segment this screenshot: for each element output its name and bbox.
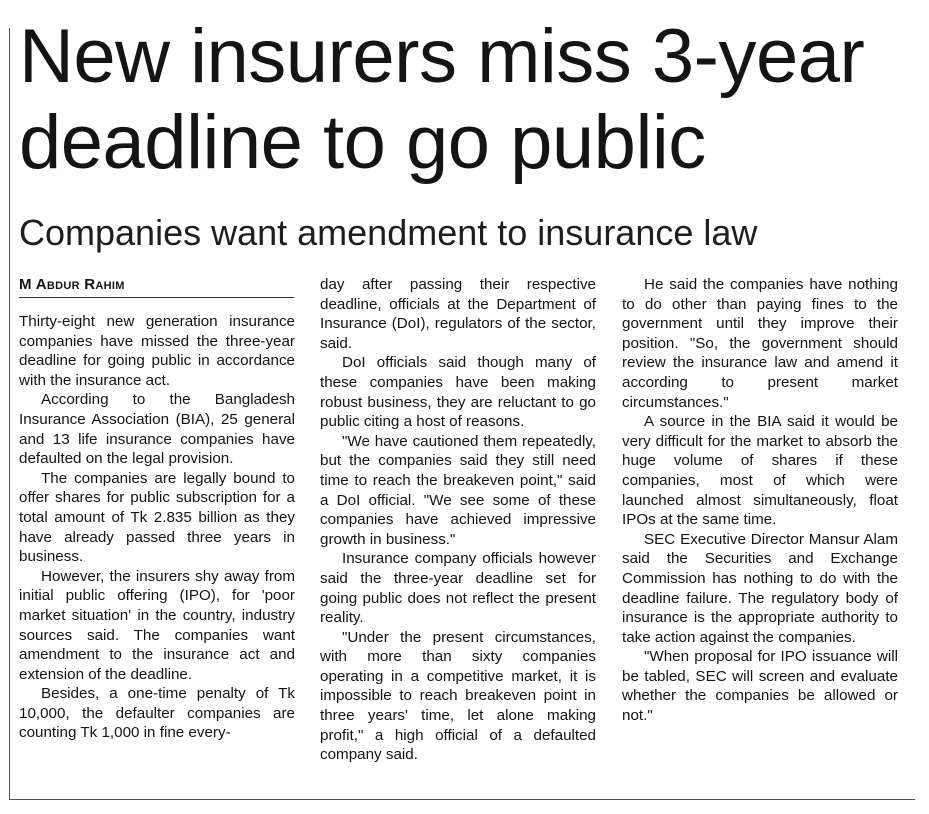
paragraph: "When proposal for IPO issuance will be tabled, SEC will screen and evaluate whether the companies be allowed or not." (622, 648, 898, 725)
bottom-rule (9, 799, 915, 800)
paragraph: He said the companies have nothing to do other than paying fines to the government until they improve their position. "So, the government should review the insurance law and amend it according to present market circumstances." (622, 276, 898, 411)
article-column-2 (320, 275, 596, 765)
left-column-rule (9, 28, 10, 800)
paragraph: The companies are legally bound to offer shares for public subscription for a total amount of Tk 2.835 billion as they have already passed three years in business. (19, 469, 295, 566)
paragraph: Besides, a one-time penalty of Tk 10,000, the defaulter companies are counting Tk 1,000 in fine every- (19, 685, 295, 742)
paragraph: "We have cautioned them repeatedly, but the companies said they still need time to reach the breakeven point," said a DoI official. "We see some of these companies have achieved impressive growth in business." (320, 432, 596, 548)
paragraph: Thirty-eight new generation insurance companies have missed the three-year deadline for going public in accordance with the insurance act. (19, 313, 295, 389)
paragraph: However, the insurers shy away from initial public offering (IPO), for 'poor market situation' in the country, industry sources said. The companies want amendment to the insurance act and extension of the deadline. (19, 567, 295, 683)
byline: M Abdur Rahim (19, 276, 294, 298)
paragraph: Insurance company officials however said the three-year deadline set for going public does not reflect the present reality. (320, 550, 596, 627)
paragraph: SEC Executive Director Mansur Alam said the Securities and Exchange Commission has nothing to do with the deadline failure. The regulatory body of insurance is the appropriate authority to take action against the companies. (622, 530, 898, 646)
paragraph: According to the Bangladesh Insurance Association (BIA), 25 general and 13 life insurance companies have defaulted on the legal provision. (19, 391, 295, 468)
subheadline: Companies want amendment to insurance law (19, 212, 758, 253)
headline: New insurers miss 3-year deadline to go public (19, 14, 865, 185)
article-column-1 (19, 312, 295, 743)
paragraph: DoI officials said though many of these companies have been making robust business, they are reluctant to go public citing a host of reasons. (320, 354, 596, 431)
paragraph: day after passing their respective deadline, officials at the Department of Insurance (DoI), regulators of the sector, said. (320, 276, 596, 352)
paragraph: A source in the BIA said it would be very difficult for the market to absorb the huge volume of shares if these companies, most of which were launched almost simultaneously, float IPOs at the same time. (622, 413, 898, 529)
paragraph: "Under the present circumstances, with more than sixty companies operating in a competitive market, it is impossible to reach breakeven point in three years' time, let alone making profit," a high official of a defaulted company said. (320, 628, 596, 764)
article-column-3 (622, 275, 898, 726)
